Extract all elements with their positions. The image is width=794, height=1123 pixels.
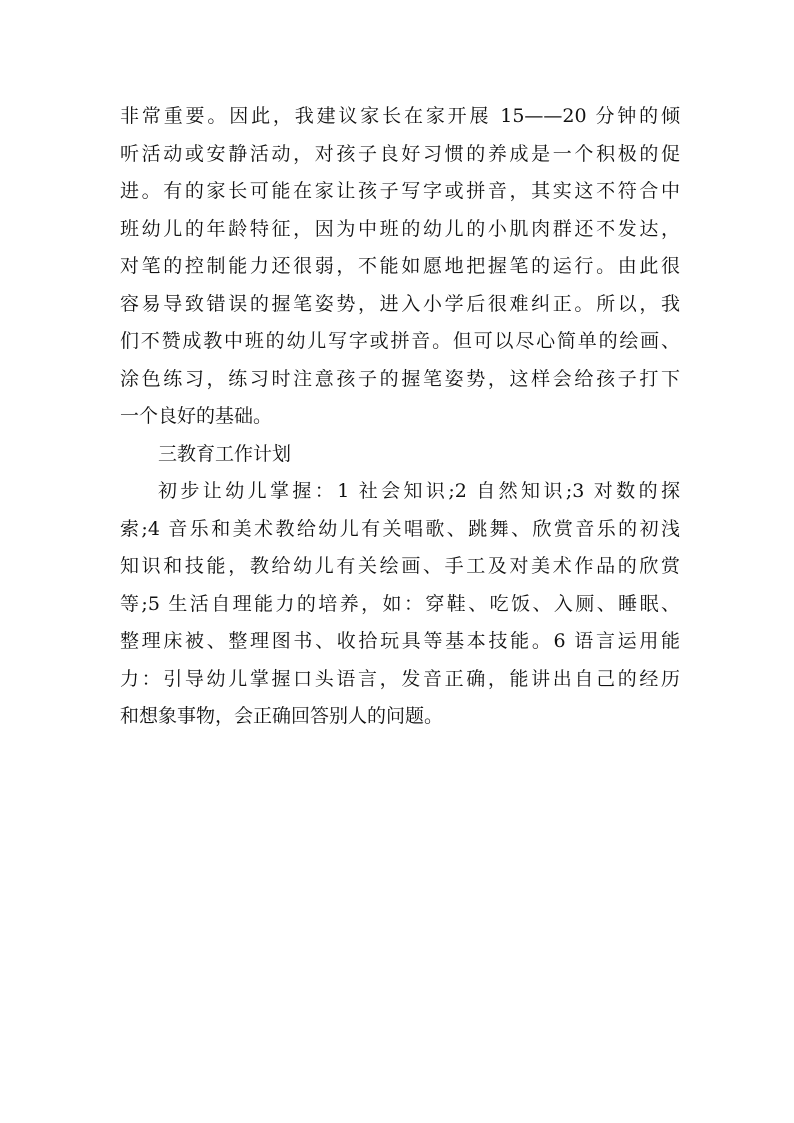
text-line: 进。有的家长可能在家让孩子写字或拼音，其实这不符合中 [120,180,680,202]
text-line: 班幼儿的年龄特征，因为中班的幼儿的小肌肉群还不发达， [120,217,680,240]
text-line: 容易导致错误的握笔姿势，进入小学后很难纠正。所以，我 [120,292,680,315]
text-line: 和想象事物，会正确回答别人的问题。 [120,705,444,727]
section-heading: 三教育工作计划 [158,442,292,465]
text-line: 索;4 音乐和美术教给幼儿有关唱歌、跳舞、欣赏音乐的初浅 [120,517,680,540]
text-line: 力：引导幼儿掌握口头语言，发音正确，能讲出自己的经历 [120,667,680,690]
text-line: 整理床被、整理图书、收拾玩具等基本技能。6 语言运用能 [120,630,680,652]
body-text [120,98,680,736]
text-line: 等;5 生活自理能力的培养，如：穿鞋、吃饭、入厕、睡眠、 [120,592,680,615]
text-line: 一个良好的基础。 [120,405,273,427]
text-line: 非常重要。因此，我建议家长在家开展 15——20 分钟的倾 [120,105,680,127]
text-line: 知识和技能，教给幼儿有关绘画、手工及对美术作品的欣赏 [120,555,680,577]
text-line: 涂色练习，练习时注意孩子的握笔姿势，这样会给孩子打下 [120,367,680,390]
text-line: 们不赞成教中班的幼儿写字或拼音。但可以尽心简单的绘画、 [120,330,680,352]
text-line: 听活动或安静活动，对孩子良好习惯的养成是一个积极的促 [120,142,680,165]
text-line: 对笔的控制能力还很弱，不能如愿地把握笔的运行。由此很 [120,255,680,277]
text-line: 初步让幼儿掌握：1 社会知识;2 自然知识;3 对数的探 [158,480,680,502]
